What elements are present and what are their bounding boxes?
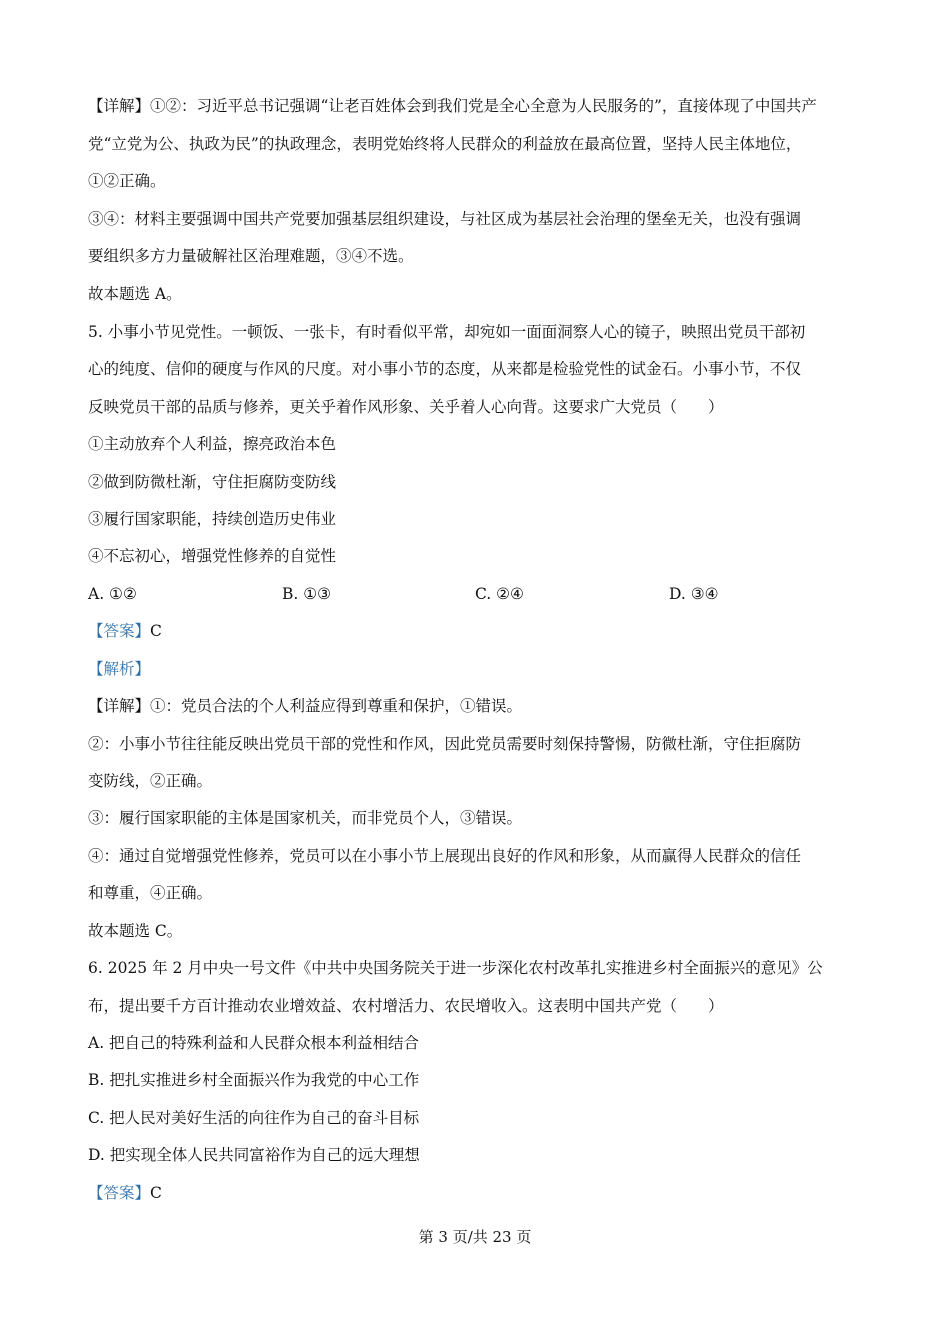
q5-detail-line-2: ②：小事小节往往能反映出党员干部的党性和作风，因此党员需要时刻保持警惕，防微杜渐，守住拒腐防 bbox=[88, 735, 802, 753]
q6-option-a: A. 把自己的特殊利益和人民群众根本利益相结合 bbox=[88, 1034, 420, 1052]
q6-stem-line-2: 布，提出要千方百计推动农业增效益、农村增活力、农民增收入。这表明中国共产党（ ） bbox=[88, 997, 724, 1015]
q5-statement-2: ②做到防微杜渐，守住拒腐防变防线 bbox=[88, 473, 337, 491]
answer-label: 【答案】 bbox=[88, 1184, 151, 1202]
detail-line-4: ③④：材料主要强调中国共产党要加强基层组织建设，与社区成为基层社会治理的堡垒无关，也没有强调 bbox=[88, 210, 802, 228]
detail-label: 【详解】 bbox=[88, 697, 151, 715]
q5-option-c: C. ②④ bbox=[475, 585, 524, 603]
q5-detail-line-6: 和尊重，④正确。 bbox=[88, 884, 213, 902]
q6-answer bbox=[88, 1183, 162, 1203]
q5-stem-line-3: 反映党员干部的品质与修养，更关乎着作风形象、关乎着人心向背。这要求广大党员（ ） bbox=[88, 398, 724, 416]
answer-label: 【答案】 bbox=[88, 622, 151, 640]
q5-detail-line-5: ④：通过自觉增强党性修养，党员可以在小事小节上展现出良好的作风和形象，从而赢得人民群众的信任 bbox=[88, 847, 802, 865]
q5-statement-3: ③履行国家职能，持续创造历史伟业 bbox=[88, 510, 337, 528]
q5-detail-line-1: 【详解】①：党员合法的个人利益应得到尊重和保护，①错误。 bbox=[88, 697, 523, 715]
q5-statement-4: ④不忘初心，增强党性修养的自觉性 bbox=[88, 547, 337, 565]
q5-stem-line-1: 5. 小事小节见党性。一顿饭、一张卡，有时看似平常，却宛如一面面洞察人心的镜子，映照出党员干部初 bbox=[88, 323, 806, 341]
detail-line-1: 【详解】①②：习近平总书记强调“让老百姓体会到我们党是全心全意为人民服务的”，直接体现了中国共产 bbox=[88, 97, 817, 115]
detail-line-2: 党“立党为公、执政为民”的执政理念，表明党始终将人民群众的利益放在最高位置，坚持人民主体地位， bbox=[88, 135, 802, 153]
q5-analysis-heading bbox=[88, 659, 150, 679]
q6-stem-line-1: 6. 2025 年 2 月中央一号文件《中共中央国务院关于进一步深化农村改革扎实推进乡村全面振兴的意见》公 bbox=[88, 959, 823, 977]
answer-value: C bbox=[150, 622, 162, 640]
q5-option-d: D. ③④ bbox=[669, 585, 719, 603]
conclusion-line: 故本题选 A。 bbox=[88, 285, 182, 303]
analysis-label: 【解析】 bbox=[88, 660, 151, 678]
q5-conclusion: 故本题选 C。 bbox=[88, 922, 183, 940]
q5-option-b: B. ①③ bbox=[282, 585, 332, 603]
detail-label: 【详解】 bbox=[88, 97, 151, 115]
detail-line-3: ①②正确。 bbox=[88, 172, 166, 190]
page-footer: 第 3 页/共 23 页 bbox=[418, 1228, 532, 1246]
q5-statement-1: ①主动放弃个人利益，擦亮政治本色 bbox=[88, 435, 337, 453]
q5-option-a: A. ①② bbox=[88, 585, 137, 603]
q6-option-c: C. 把人民对美好生活的向往作为自己的奋斗目标 bbox=[88, 1109, 420, 1127]
answer-value: C bbox=[150, 1184, 162, 1202]
detail-line-5: 要组织多方力量破解社区治理难题，③④不选。 bbox=[88, 247, 414, 265]
q5-detail-line-4: ③：履行国家职能的主体是国家机关，而非党员个人，③错误。 bbox=[88, 809, 523, 827]
q5-answer bbox=[88, 621, 162, 641]
q5-stem-line-2: 心的纯度、信仰的硬度与作风的尺度。对小事小节的态度，从来都是检验党性的试金石。小事小节，不仅 bbox=[88, 360, 802, 378]
q6-option-d: D. 把实现全体人民共同富裕作为自己的远大理想 bbox=[88, 1146, 420, 1164]
q6-option-b: B. 把扎实推进乡村全面振兴作为我党的中心工作 bbox=[88, 1071, 420, 1089]
q5-detail-line-3: 变防线，②正确。 bbox=[88, 772, 213, 790]
